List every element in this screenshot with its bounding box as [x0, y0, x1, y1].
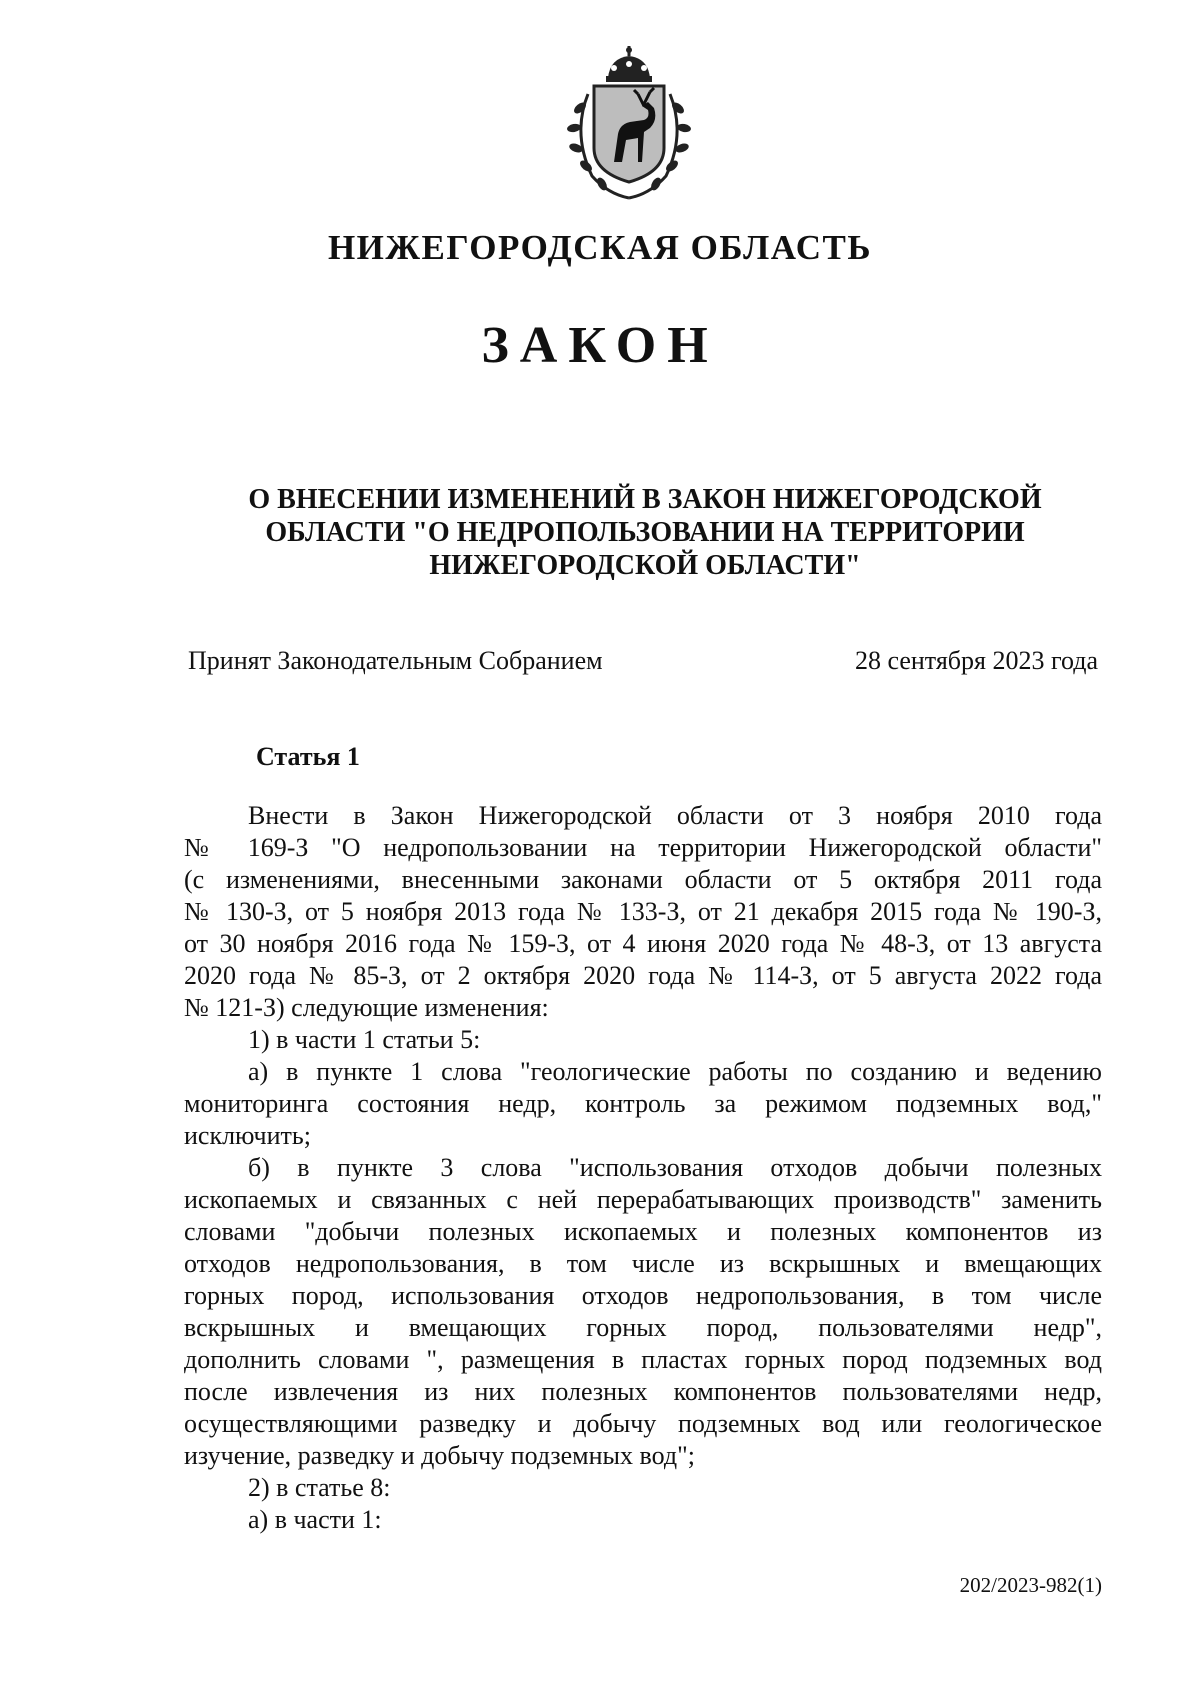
document-type-heading: ЗАКОН [481, 317, 719, 374]
body-line: № 169-З "О недропользовании на территории Нижегородской области" [184, 833, 1102, 862]
body-line: № 130-З, от 5 ноября 2013 года № 133-З, от 21 декабря 2015 года № 190-З, [184, 897, 1102, 926]
body-line: 2) в статье 8: [248, 1473, 391, 1502]
document-number: 202/2023-982(1) [959, 1573, 1102, 1597]
article-body [184, 800, 1102, 1536]
body-line: 2020 года № 85-З, от 2 октября 2020 года № 114-З, от 5 августа 2022 года [184, 961, 1102, 990]
law-title-line: ОБЛАСТИ "О НЕДРОПОЛЬЗОВАНИИ НА ТЕРРИТОРИИ [265, 517, 1025, 548]
body-line: б) в пункте 3 слова "использования отходов добычи полезных [248, 1153, 1102, 1182]
body-line: Внести в Закон Нижегородской области от 3 ноября 2010 года [248, 801, 1102, 830]
region-heading: НИЖЕГОРОДСКАЯ ОБЛАСТЬ [327, 228, 873, 267]
body-line: 1) в части 1 статьи 5: [248, 1025, 481, 1054]
body-line: дополнить словами ", размещения в пластах горных пород подземных вод [184, 1345, 1102, 1374]
adoption-date: 28 сентября 2023 года [854, 646, 1098, 675]
law-title [232, 483, 1058, 582]
body-line: исключить; [184, 1121, 311, 1150]
coat-of-arms-icon [558, 44, 700, 202]
law-title-line: НИЖЕГОРОДСКОЙ ОБЛАСТИ" [429, 550, 861, 581]
body-line: горных пород, использования отходов недропользования, в том числе [184, 1281, 1102, 1310]
body-line: ископаемых и связанных с ней перерабатывающих производств" заменить [184, 1185, 1102, 1214]
body-line: после извлечения из них полезных компонентов пользователями недр, [184, 1377, 1102, 1406]
body-line: отходов недропользования, в том числе из вскрышных и вмещающих [184, 1249, 1102, 1278]
body-line: изучение, разведку и добычу подземных вод"; [184, 1441, 695, 1470]
body-line: № 121-З) следующие изменения: [184, 993, 549, 1022]
adoption-label: Принят Законодательным Собранием [188, 646, 603, 675]
body-line: от 30 ноября 2016 года № 159-З, от 4 июня 2020 года № 48-З, от 13 августа [184, 929, 1102, 958]
body-line: а) в пункте 1 слова "геологические работы по созданию и ведению [248, 1057, 1102, 1086]
body-line: (с изменениями, внесенными законами области от 5 октября 2011 года [184, 865, 1102, 894]
body-line: а) в части 1: [248, 1505, 382, 1534]
law-title-line: О ВНЕСЕНИИ ИЗМЕНЕНИЙ В ЗАКОН НИЖЕГОРОДСКОЙ [248, 484, 1042, 515]
body-line: мониторинга состояния недр, контроль за режимом подземных вод," [184, 1089, 1102, 1118]
body-line: словами "добычи полезных ископаемых и полезных компонентов из [184, 1217, 1102, 1246]
adoption-line [188, 646, 1098, 676]
body-line: осуществляющими разведку и добычу подземных вод или геологическое [184, 1409, 1102, 1438]
body-line: вскрышных и вмещающих горных пород, пользователями недр", [184, 1313, 1102, 1342]
article-heading: Статья 1 [256, 742, 360, 771]
